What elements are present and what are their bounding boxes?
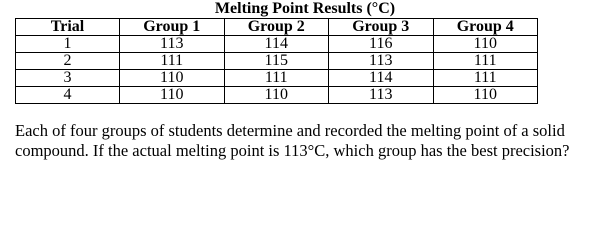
- value-cell: 113: [120, 36, 225, 53]
- value-cell: 110: [433, 87, 538, 104]
- header-group-4: Group 4: [433, 19, 538, 36]
- value-cell: 110: [433, 36, 538, 53]
- header-trial: Trial: [16, 19, 120, 36]
- header-group-3: Group 3: [329, 19, 434, 36]
- value-cell: 113: [329, 53, 434, 70]
- value-cell: 114: [224, 36, 329, 53]
- table-row: [16, 87, 538, 104]
- value-cell: 111: [120, 53, 225, 70]
- melting-point-table: [15, 18, 538, 104]
- header-row: [16, 19, 538, 36]
- table-row: [16, 36, 538, 53]
- header-group-1: Group 1: [120, 19, 225, 36]
- value-cell: 111: [433, 53, 538, 70]
- trial-cell: 4: [16, 87, 120, 104]
- value-cell: 116: [329, 36, 434, 53]
- table-title: Melting Point Results (°C): [214, 0, 396, 17]
- trial-cell: 1: [16, 36, 120, 53]
- table-row: [16, 53, 538, 70]
- question-line-2: compound. If the actual melting point is 113°C, which group has the best precision?: [15, 141, 570, 160]
- value-cell: 111: [433, 70, 538, 87]
- value-cell: 114: [329, 70, 434, 87]
- trial-cell: 2: [16, 53, 120, 70]
- value-cell: 110: [120, 70, 225, 87]
- value-cell: 111: [224, 70, 329, 87]
- value-cell: 115: [224, 53, 329, 70]
- value-cell: 113: [329, 87, 434, 104]
- value-cell: 110: [120, 87, 225, 104]
- value-cell: 110: [224, 87, 329, 104]
- table-row: [16, 70, 538, 87]
- trial-cell: 3: [16, 70, 120, 87]
- header-group-2: Group 2: [224, 19, 329, 36]
- question-line-1: Each of four groups of students determine and recorded the melting point of a solid: [15, 121, 565, 140]
- question-text: [15, 121, 605, 161]
